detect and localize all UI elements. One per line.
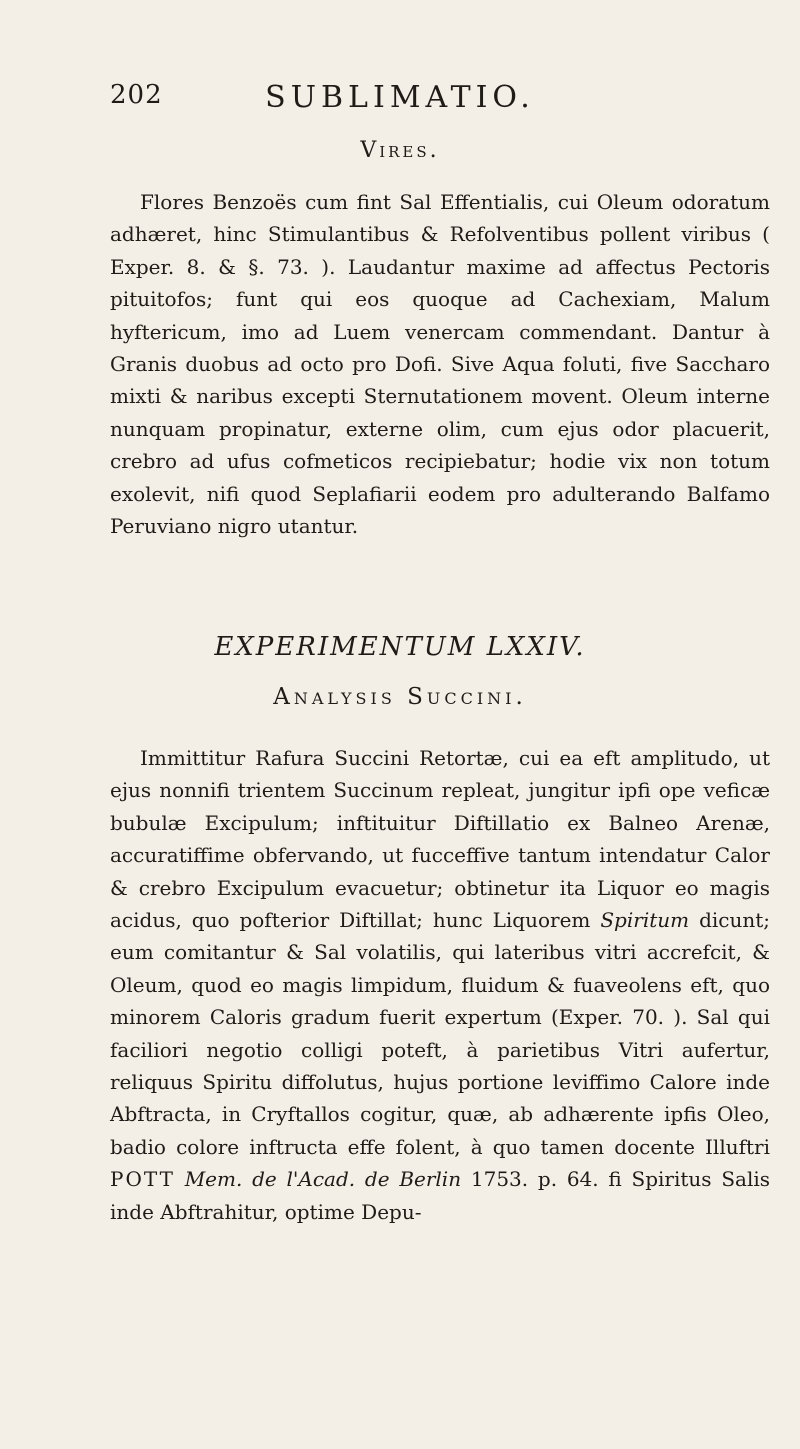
author-name: POTT [110, 1167, 175, 1192]
paragraph-text: Flores Benzoës cum fint Sal Effentialis, cui Oleum odoratum adhæret, hinc Stimulantibus & Refolventibus pollent viribus ( Exper. 8. & §. 73. ). Laudantur maxime ad affectus Pectoris pituitofos; funt qui eos quoque ad Cachexiam, Malum hyftericum, imo ad Luem venercam commendant. Dantur à Granis duobus ad octo pro Dofi. Sive Aqua foluti, five Saccharo mixti & naribus excepti Sternutationem movent. Oleum interne nunquam propinatur, externe olim, cum ejus odor placuerit, crebro ad ufus cofmeticos recipiebatur; hodie vix non totum exolevit, nifi quod Seplafiarii eodem pro adulterando Balfamo Peruviano nigro utantur. [110, 190, 770, 539]
page-number: 202 [110, 80, 163, 110]
text-segment: Immittitur Rafura Succini Retortæ, cui ea eft amplitudo, ut ejus nonnifi trientem Succinum repleat, jungitur ipfi ope veficæ bubulæ Excipulum; inftituitur Diftillatio ex Balneo Arenæ, accuratiffime obfervando, ut fucceffive tantum intendatur Calor & crebro Excipulum evacuetur; obtinetur ita Liquor eo magis acidus, quo pofterior Diftillat; hunc Liquorem [110, 746, 770, 933]
experiment-subtitle: Analysis Succini. [273, 684, 527, 710]
paragraph-analysis [110, 742, 770, 1228]
text-segment: 1753. p. 64. fi Spiritus Salis inde Abftrahitur, optime Depu- [110, 1167, 771, 1224]
paragraph-vires [110, 186, 770, 542]
paragraph-text [110, 742, 770, 1228]
experiment-title: EXPERIMENTUM LXXIV. [214, 632, 586, 662]
running-head [0, 80, 800, 120]
italic-term: Spiritum [600, 908, 690, 933]
text-segment: dicunt; eum comitantur & Sal volatilis, qui lateribus vitri accrefcit, & Oleum, quod eo magis limpidum, fluidum & fuaveolens eft, quo minorem Caloris gradum fuerit expertum (Exper. 70. ). Sal qui faciliori negotio colligi poteft, à parietibus Vitri aufertur, reliquus Spiritu diffolutus, hujus portione leviffimo Calore inde Abftracta, in Cryftallos cogitur, quæ, ab adhærente ipfis Oleo, badio colore inftructa effe folent, à quo tamen docente Illuftri [110, 908, 771, 1159]
section-heading: Vires. [360, 138, 440, 163]
citation-reference: Mem. de l'Acad. de Berlin [184, 1167, 462, 1192]
running-title: SUBLIMATIO. [265, 80, 535, 115]
